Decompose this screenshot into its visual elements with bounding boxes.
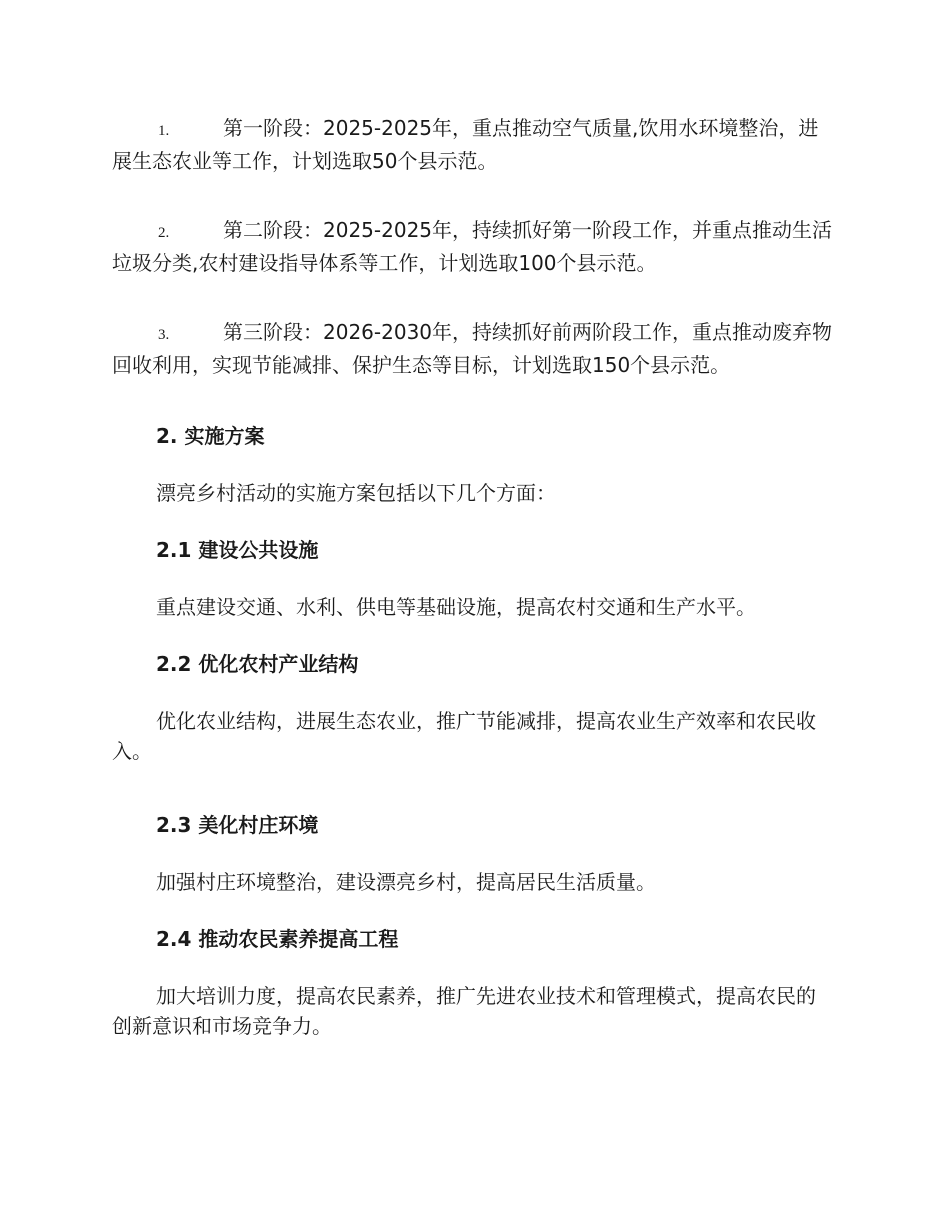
list-number: 2. xyxy=(158,225,170,241)
subsection-body: 加强村庄环境整治，建设漂亮乡村，提高居民生活质量。 xyxy=(156,870,656,894)
section-intro: 漂亮乡村活动的实施方案包括以下几个方面： xyxy=(156,481,556,505)
subsection-heading: 2.3 美化村庄环境 xyxy=(156,813,319,837)
list-item-text: 第二阶段：2025-2025年，持续抓好第一阶段工作，并重点推动生活垃圾分类,农村建设指导体系等工作，计划选取100个县示范。 xyxy=(112,218,833,275)
subsection-body: 优化农业结构，进展生态农业，推广节能减排，提高农业生产效率和农民收入。 xyxy=(112,709,816,763)
section-heading: 2. 实施方案 xyxy=(156,424,265,448)
list-item xyxy=(112,317,834,380)
subsection-heading: 2.1 建设公共设施 xyxy=(156,538,319,562)
list-item-text: 第一阶段：2025-2025年，重点推动空气质量,饮用水环境整治，进展生态农业等工作，计划选取50个县示范。 xyxy=(112,116,819,173)
list-number: 3. xyxy=(158,327,170,343)
list-item xyxy=(112,215,834,278)
list-number: 1. xyxy=(158,123,170,139)
subsection-heading: 2.4 推动农民素养提高工程 xyxy=(156,927,399,951)
subsection-body: 加大培训力度，提高农民素养，推广先进农业技术和管理模式，提高农民的创新意识和市场竞争力。 xyxy=(112,984,816,1038)
list-item-text: 第三阶段：2026-2030年，持续抓好前两阶段工作，重点推动废弃物回收利用，实现节能减排、保护生态等目标，计划选取150个县示范。 xyxy=(112,320,833,377)
list-item xyxy=(112,113,834,176)
subsection-body: 重点建设交通、水利、供电等基础设施，提高农村交通和生产水平。 xyxy=(156,595,756,619)
subsection-heading: 2.2 优化农村产业结构 xyxy=(156,652,359,676)
